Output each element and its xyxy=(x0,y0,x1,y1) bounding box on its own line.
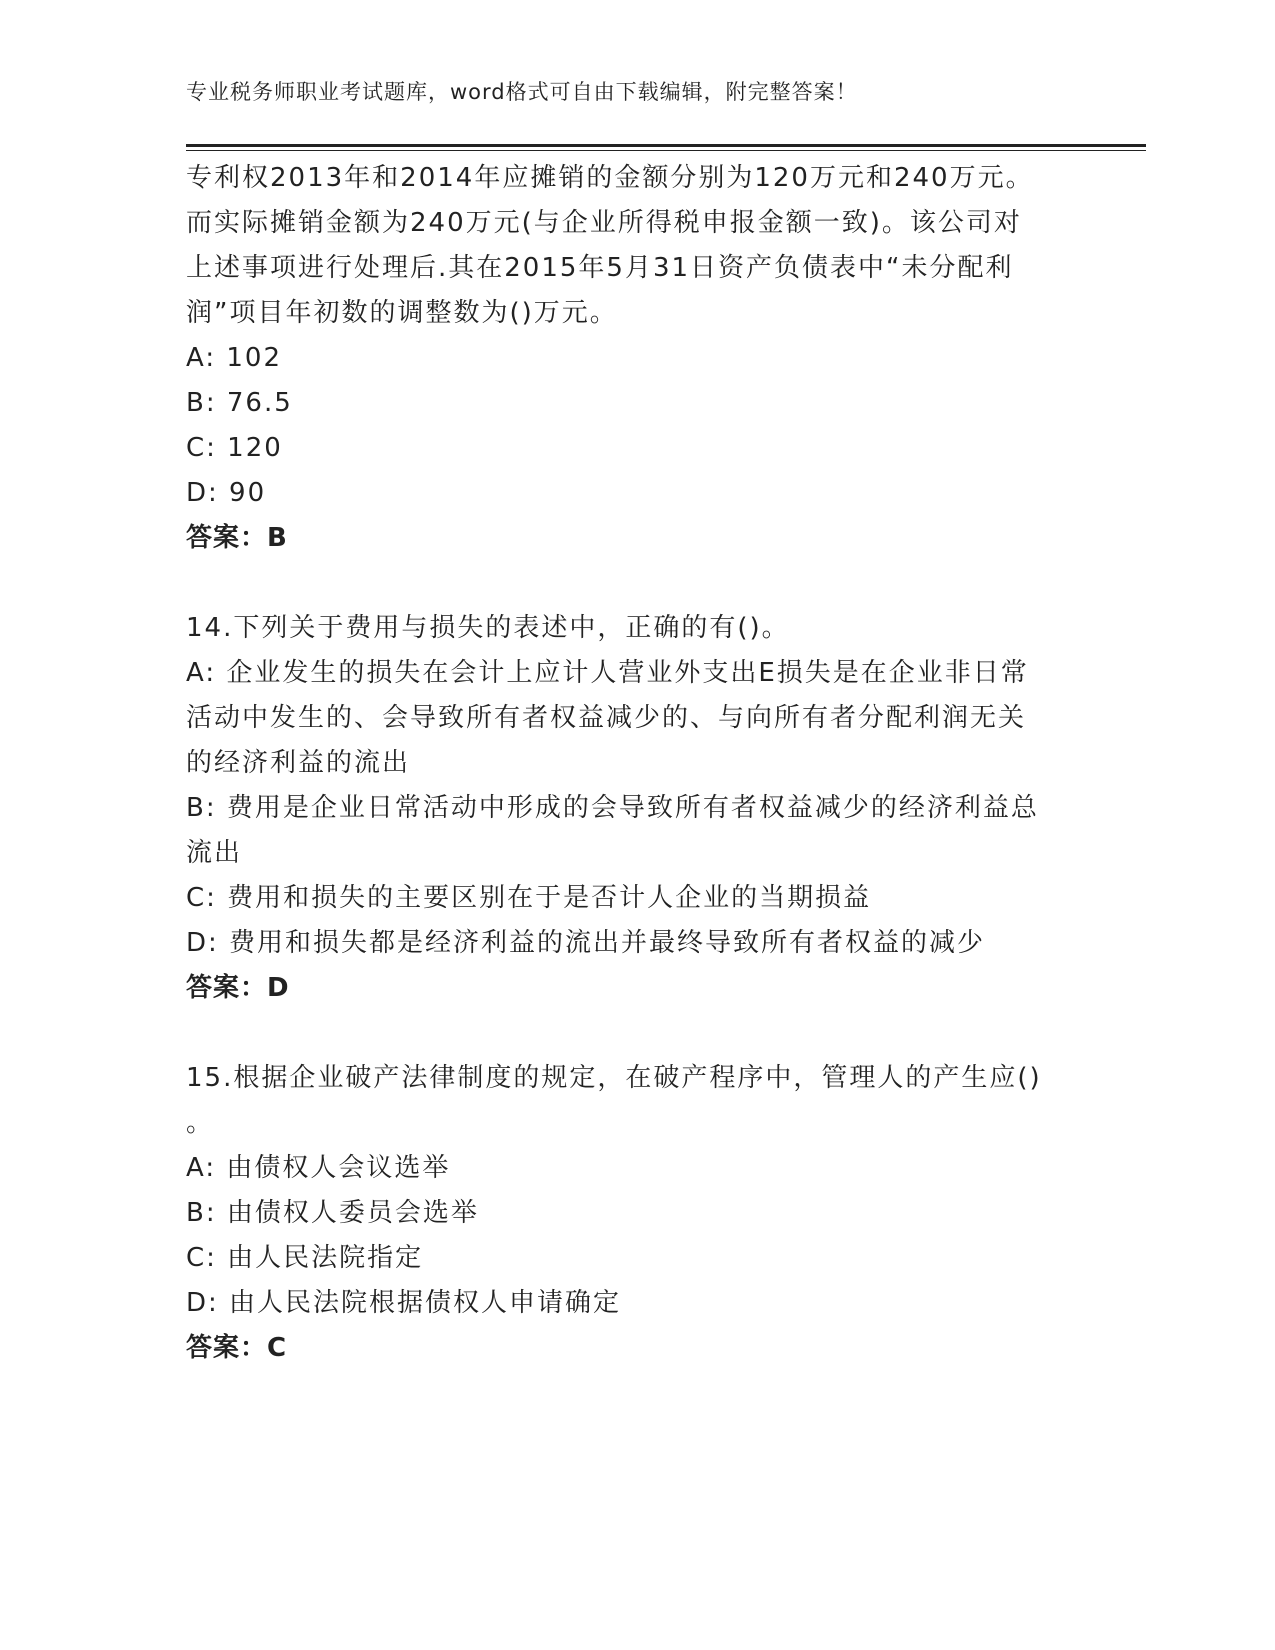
spacer xyxy=(186,561,1086,606)
q14-option-line: 流出 xyxy=(186,838,243,868)
page-header: 专业税务师职业考试题库，word格式可自由下载编辑，附完整答案！ xyxy=(186,80,858,104)
q13-stem-line: 润”项目年初数的调整数为()万元。 xyxy=(186,298,618,328)
q15-stem-line: 。 xyxy=(186,1108,215,1138)
q14-stem: 14.下列关于费用与损失的表述中，正确的有()。 xyxy=(186,613,790,643)
q14-option-line: C: 费用和损失的主要区别在于是否计人企业的当期损益 xyxy=(186,883,872,913)
q13-stem-line: 而实际摊销金额为240万元(与企业所得税申报金额一致)。该公司对 xyxy=(186,208,1022,238)
q14-option-line: D: 费用和损失都是经济利益的流出并最终导致所有者权益的减少 xyxy=(186,928,986,958)
q13-stem-line: 上述事项进行处理后.其在2015年5月31日资产负债表中“未分配利 xyxy=(186,253,1014,283)
q15-option-b: B: 由债权人委员会选举 xyxy=(186,1198,479,1228)
q14-option-line: B: 费用是企业日常活动中形成的会导致所有者权益减少的经济利益总 xyxy=(186,793,1039,823)
spacer xyxy=(186,1011,1086,1056)
q14-answer: 答案：D xyxy=(186,973,290,1003)
q13-option-d: D: 90 xyxy=(186,478,267,508)
q15-option-d: D: 由人民法院根据债权人申请确定 xyxy=(186,1288,622,1318)
header-rule-thin xyxy=(186,150,1146,151)
q13-stem-line: 专利权2013年和2014年应摊销的金额分别为120万元和240万元。 xyxy=(186,163,1034,193)
q15-stem-line: 15.根据企业破产法律制度的规定，在破产程序中，管理人的产生应() xyxy=(186,1063,1042,1093)
q15-option-c: C: 由人民法院指定 xyxy=(186,1243,424,1273)
q13-option-b: B: 76.5 xyxy=(186,388,293,418)
q13-option-c: C: 120 xyxy=(186,433,283,463)
q15-option-a: A: 由债权人会议选举 xyxy=(186,1153,451,1183)
q14-option-line: 的经济利益的流出 xyxy=(186,748,411,778)
header-rule-thick xyxy=(186,144,1146,147)
question-content xyxy=(186,156,1086,1371)
q13-option-a: A: 102 xyxy=(186,343,282,373)
q14-option-line: A: 企业发生的损失在会计上应计人营业外支出E损失是在企业非日常 xyxy=(186,658,1029,688)
q15-answer: 答案：C xyxy=(186,1333,288,1363)
q14-option-line: 活动中发生的、会导致所有者权益减少的、与向所有者分配利润无关 xyxy=(186,703,1027,733)
q13-answer: 答案：B xyxy=(186,523,288,553)
